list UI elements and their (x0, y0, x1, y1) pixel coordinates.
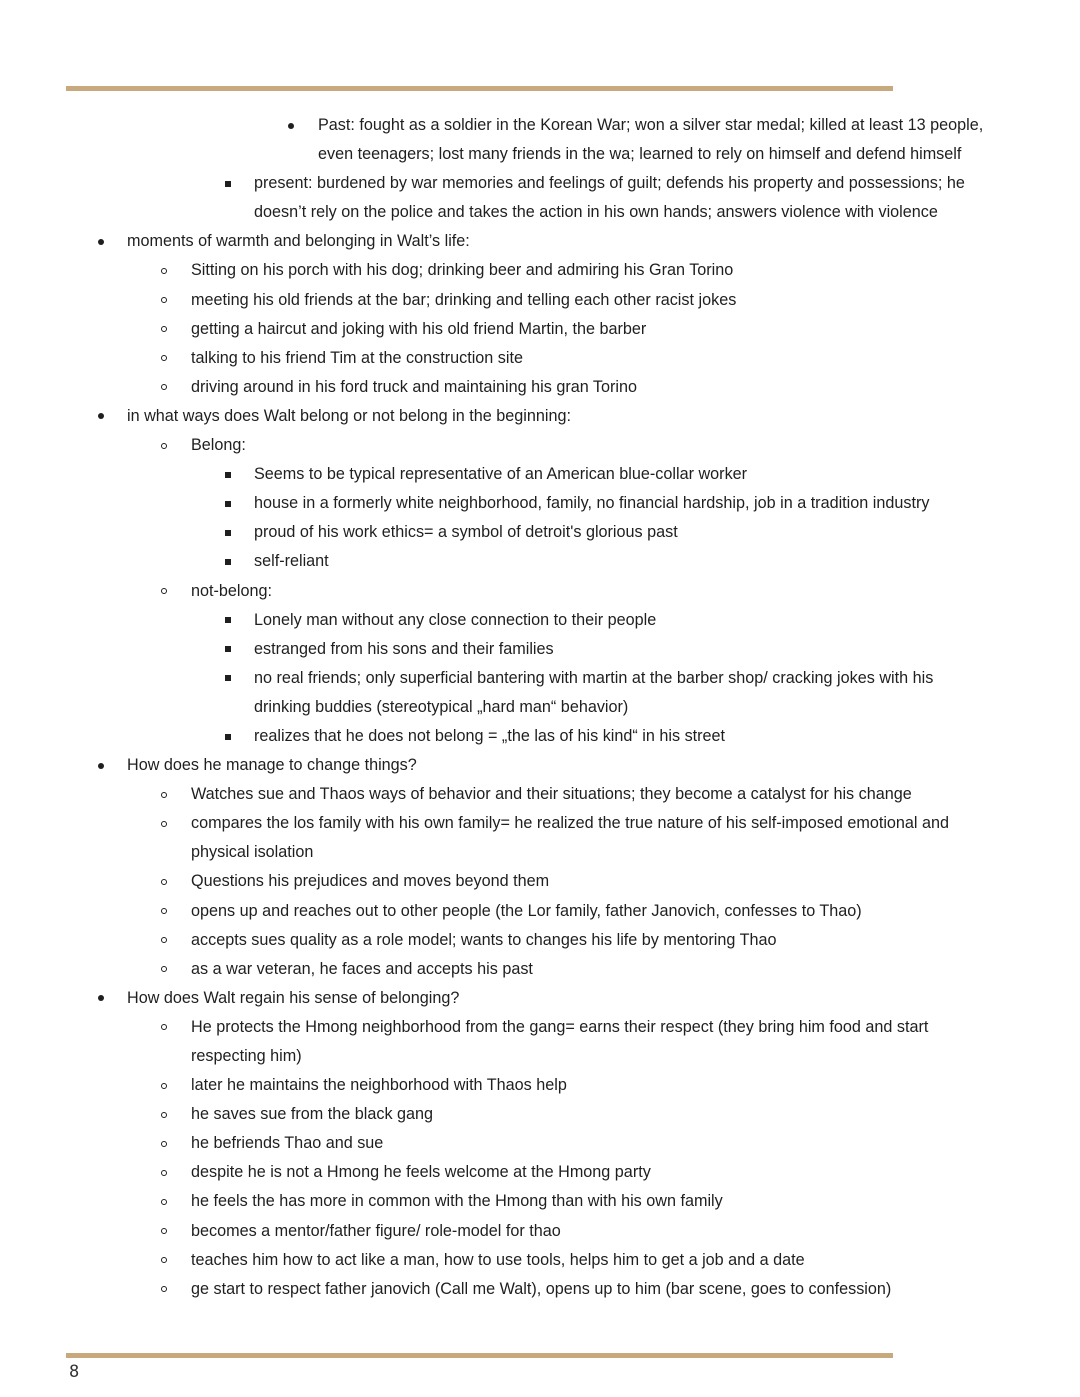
bullet-circle-icon (157, 867, 171, 896)
bullet-circle-icon (157, 373, 171, 402)
outline-line-text: Questions his prejudices and moves beyond them (191, 872, 550, 891)
outline-line (0, 751, 1080, 780)
outline-line (0, 809, 1080, 838)
bullet-circle-icon (157, 1217, 171, 1246)
outline-line (0, 1100, 1080, 1129)
outline-line (0, 577, 1080, 606)
outline-line-text: present: burdened by war memories and feelings of guilt; defends his property and possessions; he (254, 174, 965, 193)
outline-line (0, 1187, 1080, 1216)
bullet-circle-icon (157, 577, 171, 606)
outline-line-text: compares the los family with his own family= he realized the true nature of his self-imposed emotional and (191, 814, 950, 833)
bullet-square-icon (221, 635, 235, 664)
outline-line-text: in what ways does Walt belong or not belong in the beginning: (127, 406, 571, 425)
bullet-square-icon (221, 664, 235, 693)
outline-line (0, 315, 1080, 344)
outline-line-text: he saves sue from the black gang (191, 1105, 434, 1124)
outline-line-text: not-belong: (191, 581, 273, 600)
bullet-circle-icon (157, 955, 171, 984)
bullet-circle-icon (157, 1100, 171, 1129)
outline-line-text: physical isolation (191, 843, 314, 862)
outline-line-text: moments of warmth and belonging in Walt’s life: (127, 232, 470, 251)
outline-line-text: How does Walt regain his sense of belonging? (127, 988, 460, 1007)
outline-line (0, 140, 1080, 169)
outline-line (0, 635, 1080, 664)
outline-line-text: Lonely man without any close connection to their people (254, 610, 657, 629)
outline-line (0, 256, 1080, 285)
outline-line-text: becomes a mentor/father figure/ role-model for thao (191, 1221, 561, 1240)
outline-line-text: he befriends Thao and sue (191, 1134, 384, 1153)
outline-line-text: house in a formerly white neighborhood, family, no financial hardship, job in a tradition industry (254, 494, 930, 513)
outline-line (0, 344, 1080, 373)
outline-line-text: later he maintains the neighborhood with Thaos help (191, 1076, 567, 1095)
bullet-circle-icon (157, 1187, 171, 1216)
bullet-circle-icon (157, 431, 171, 460)
bullet-square-icon (221, 489, 235, 518)
outline-line (0, 1129, 1080, 1158)
bullet-circle-icon (157, 1129, 171, 1158)
outline-line (0, 227, 1080, 256)
outline-line (0, 1158, 1080, 1187)
bullet-circle-icon (157, 1246, 171, 1275)
outline-line-text: How does he manage to change things? (127, 756, 417, 775)
outline-line (0, 838, 1080, 867)
outline-line-text: realizes that he does not belong = „the las of his kind“ in his street (254, 726, 726, 745)
outline-line-text: no real friends; only superficial bantering with martin at the barber shop/ cracking jokes with his (254, 668, 934, 687)
outline-line (0, 1217, 1080, 1246)
outline-line-text: Seems to be typical representative of an American blue-collar worker (254, 465, 748, 484)
bullet-circle-icon (157, 1158, 171, 1187)
bullet-square-icon (221, 460, 235, 489)
outline-line-text: Sitting on his porch with his dog; drinking beer and admiring his Gran Torino (191, 261, 734, 280)
outline-line (0, 402, 1080, 431)
outline-line-text: He protects the Hmong neighborhood from the gang= earns their respect (they bring him food and start (191, 1017, 929, 1036)
outline-line (0, 286, 1080, 315)
outline-line (0, 460, 1080, 489)
bullet-dot-icon (94, 984, 108, 1013)
page-number: 8 (69, 1362, 80, 1382)
outline-line-text: respecting him) (191, 1047, 302, 1065)
outline-line (0, 169, 1080, 198)
bullet-circle-icon (157, 315, 171, 344)
outline-line-text: driving around in his ford truck and maintaining his gran Torino (191, 377, 638, 396)
outline-line (0, 897, 1080, 926)
outline-line-text: Belong: (191, 436, 246, 455)
outline-line (0, 780, 1080, 809)
outline-line (0, 1013, 1080, 1042)
outline-content (0, 111, 1080, 1304)
bullet-dot-icon (94, 751, 108, 780)
outline-line (0, 111, 1080, 140)
outline-line-text: as a war veteran, he faces and accepts his past (191, 959, 533, 978)
bullet-circle-icon (157, 256, 171, 285)
outline-line (0, 984, 1080, 1013)
outline-line (0, 693, 1080, 722)
bullet-square-icon (221, 606, 235, 635)
bullet-dot-icon (284, 111, 298, 140)
outline-line (0, 664, 1080, 693)
bullet-circle-icon (157, 809, 171, 838)
outline-line-text: doesn’t rely on the police and takes the action in his own hands; answers violence with violence (254, 203, 938, 222)
bullet-circle-icon (157, 1013, 171, 1042)
outline-line (0, 1246, 1080, 1275)
outline-line-text: despite he is not a Hmong he feels welcome at the Hmong party (191, 1163, 651, 1182)
outline-line (0, 1042, 1080, 1071)
outline-line (0, 926, 1080, 955)
outline-line (0, 198, 1080, 227)
outline-line-text: Watches sue and Thaos ways of behavior and their situations; they become a catalyst for his change (191, 785, 912, 804)
outline-line (0, 1071, 1080, 1100)
outline-line-text: he feels the has more in common with the Hmong than with his own family (191, 1192, 723, 1211)
outline-line-text: Past: fought as a soldier in the Korean War; won a silver star medal; killed at least 13 people, (318, 116, 984, 134)
outline-line (0, 955, 1080, 984)
outline-line (0, 518, 1080, 547)
bullet-circle-icon (157, 926, 171, 955)
bullet-circle-icon (157, 1071, 171, 1100)
outline-line-text: drinking buddies (stereotypical „hard man“ behavior) (254, 697, 629, 716)
outline-line (0, 547, 1080, 576)
bullet-circle-icon (157, 1275, 171, 1304)
bullet-square-icon (221, 547, 235, 576)
outline-line-text: even teenagers; lost many friends in the wa; learned to rely on himself and defend himself (318, 145, 962, 164)
outline-line-text: talking to his friend Tim at the construction site (191, 348, 524, 367)
outline-line (0, 373, 1080, 402)
outline-line (0, 722, 1080, 751)
outline-line-text: self-reliant (254, 552, 329, 571)
bullet-circle-icon (157, 344, 171, 373)
outline-line (0, 1275, 1080, 1304)
top-rule (66, 86, 893, 91)
outline-line (0, 606, 1080, 635)
bullet-circle-icon (157, 286, 171, 315)
outline-line (0, 431, 1080, 460)
bottom-rule (66, 1353, 893, 1358)
bullet-dot-icon (94, 402, 108, 431)
bullet-dot-icon (94, 227, 108, 256)
bullet-circle-icon (157, 897, 171, 926)
outline-line-text: estranged from his sons and their families (254, 639, 554, 658)
bullet-circle-icon (157, 780, 171, 809)
outline-line-text: opens up and reaches out to other people (the Lor family, father Janovich, confesses to Thao) (191, 901, 862, 920)
bullet-square-icon (221, 722, 235, 751)
outline-line (0, 489, 1080, 518)
bullet-square-icon (221, 518, 235, 547)
outline-line-text: meeting his old friends at the bar; drinking and telling each other racist jokes (191, 290, 737, 309)
outline-line-text: getting a haircut and joking with his old friend Martin, the barber (191, 319, 647, 338)
outline-line-text: accepts sues quality as a role model; wants to changes his life by mentoring Thao (191, 930, 777, 949)
outline-line (0, 867, 1080, 896)
outline-line-text: teaches him how to act like a man, how to use tools, helps him to get a job and a date (191, 1250, 805, 1269)
bullet-square-icon (221, 169, 235, 198)
outline-line-text: ge start to respect father janovich (Call me Walt), opens up to him (bar scene, goes to confession) (191, 1279, 892, 1298)
outline-line-text: proud of his work ethics= a symbol of detroit's glorious past (254, 523, 678, 542)
